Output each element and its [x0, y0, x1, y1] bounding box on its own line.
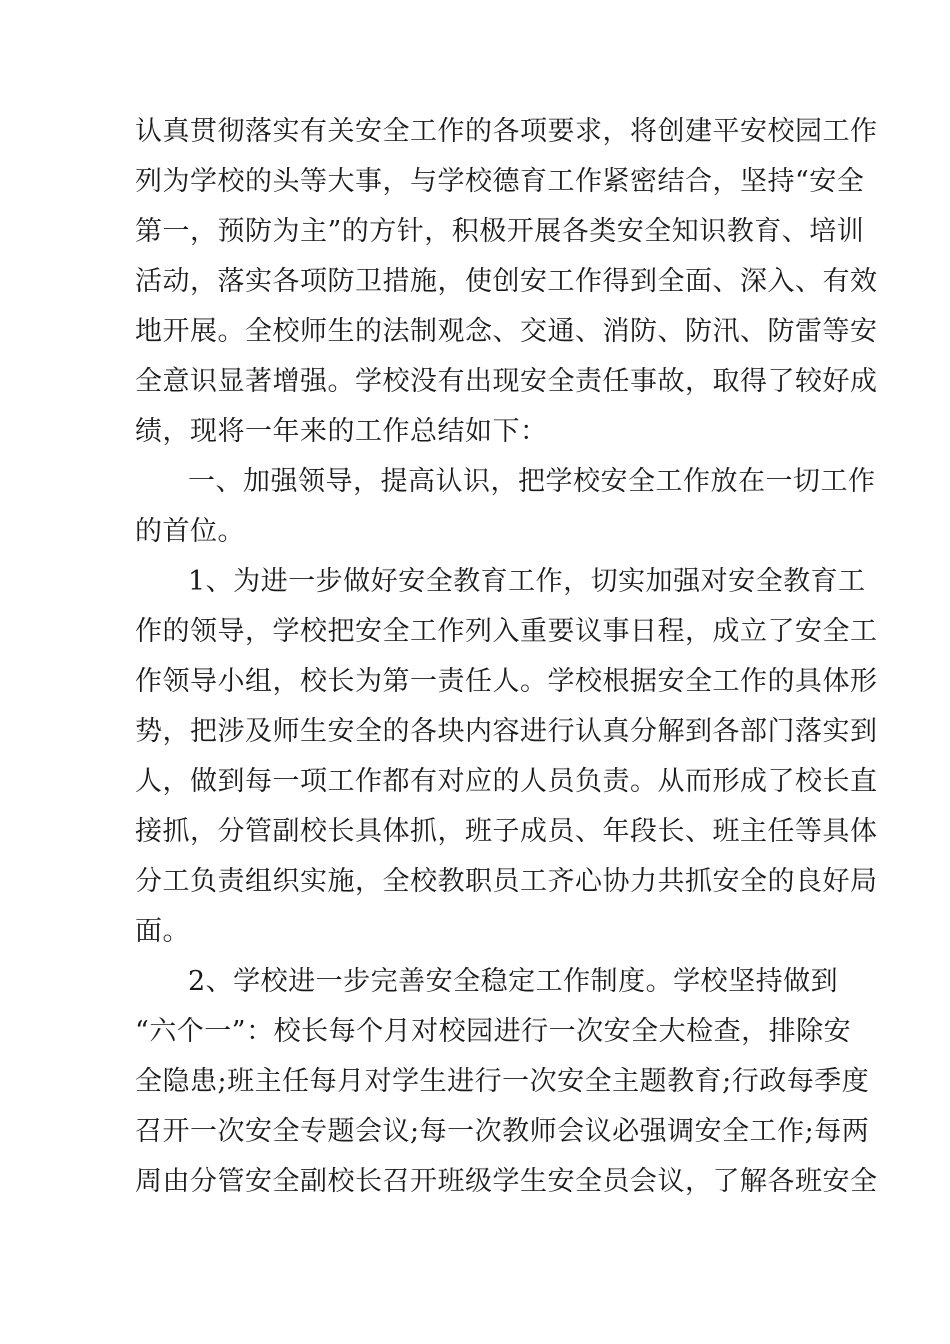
text-line: 认真贯彻落实有关安全工作的各项要求，将创建平安校园工作: [135, 116, 878, 147]
text-line: 作的领导，学校把安全工作列入重要议事日程，成立了安全工: [135, 616, 878, 647]
text-line: 分工负责组织实施，全校教职员工齐心协力共抓安全的良好局: [135, 866, 878, 897]
text-line: 周由分管安全副校长召开班级学生安全员会议，了解各班安全: [135, 1166, 878, 1197]
text-line: 全隐患;班主任每月对学生进行一次安全主题教育;行政每季度: [135, 1066, 870, 1097]
text-line: 接抓，分管副校长具体抓，班子成员、年段长、班主任等具体: [135, 816, 878, 847]
text-line: 面。: [135, 916, 190, 947]
text-line: “六个一”：校长每个月对校园进行一次安全大检查，排除安: [135, 1016, 852, 1047]
text-line: 第一，预防为主”的方针，积极开展各类安全知识教育、培训: [135, 216, 865, 247]
text-line: 绩，现将一年来的工作总结如下：: [135, 416, 548, 447]
text-line: 势，把涉及师生安全的各块内容进行认真分解到各部门落实到: [135, 716, 878, 747]
text-line: 1、为进一步做好安全教育工作，切实加强对安全教育工: [188, 566, 866, 597]
text-line: 地开展。全校师生的法制观念、交通、消防、防汛、防雷等安: [135, 316, 878, 347]
text-line: 全意识显著增强。学校没有出现安全责任事故，取得了较好成: [135, 366, 878, 397]
text-line: 列为学校的头等大事，与学校德育工作紧密结合，坚持“安全: [135, 166, 865, 197]
text-line: 作领导小组，校长为第一责任人。学校根据安全工作的具体形: [135, 666, 878, 697]
text-line: 人，做到每一项工作都有对应的人员负责。从而形成了校长直: [135, 766, 878, 797]
section-heading: 的首位。: [135, 516, 245, 547]
section-heading: 一、加强领导，提高认识，把学校安全工作放在一切工作: [188, 466, 876, 497]
text-line: 活动，落实各项防卫措施，使创安工作得到全面、深入、有效: [135, 266, 878, 297]
text-line: 召开一次安全专题会议;每一次教师会议必强调安全工作;每两: [135, 1116, 870, 1147]
text-line: 2、学校进一步完善安全稳定工作制度。学校坚持做到: [188, 966, 839, 997]
